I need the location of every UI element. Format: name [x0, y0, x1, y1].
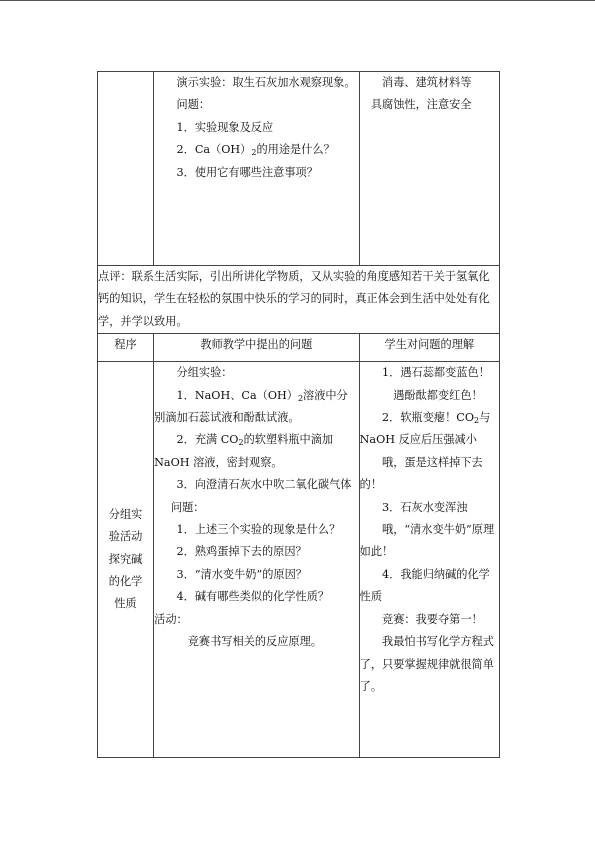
text-line: 消毒、建筑材料等: [382, 76, 472, 89]
text-line: 1．遇石蕊都变蓝色！: [382, 366, 490, 380]
demo-teacher-cell: [154, 72, 360, 266]
header-teacher-questions: 教师教学中提出的问题: [154, 334, 360, 362]
text-line: 4．碱有哪些类似的化学性质？: [176, 590, 330, 604]
text-line: 竞赛书写相关的反应原理。: [187, 635, 322, 649]
text-line: 具腐蚀性，注意安全: [370, 98, 472, 112]
text-line: 哦，蛋是这样掉下去的！: [359, 455, 483, 492]
text-line: 2．熟鸡蛋掉下去的原因？: [176, 545, 307, 559]
text-line: 3．向澄清石灰水中吹二氧化碳气体: [176, 478, 352, 492]
subscript: 2: [474, 416, 480, 426]
comment-row: [98, 266, 500, 334]
header-procedure: 程序: [98, 334, 154, 362]
subscript: 2: [238, 438, 244, 448]
text-line: 2．$Ca(OH)_2$的用途是什么？: [176, 143, 335, 158]
text-line: 1．实验现象及反应: [176, 120, 274, 134]
text-line: 活动：: [154, 612, 188, 626]
demo-experiment-row: [98, 72, 500, 266]
text-line: 遇酚酞都变红色！: [393, 388, 483, 402]
text-line: 我最怕书写化学方程式了，只要掌握规律就很简单了。: [359, 635, 494, 693]
text-line: 竞赛：我要夺第一！: [382, 612, 483, 626]
text-line: 3．使用它有哪些注意事项？: [176, 165, 318, 179]
demo-teacher-lines: [154, 72, 359, 184]
text-line: 演示实验：取生石灰加水观察现象。: [176, 76, 356, 89]
text-line: 问题：: [176, 98, 211, 112]
demo-student-cell: [359, 72, 499, 266]
text-line: 问题：: [170, 500, 205, 514]
subscript: 2: [297, 393, 304, 403]
text-line: 2．软瓶变瘪！$CO_2$与 NaOH 反应后压强减小: [359, 411, 491, 447]
group-student-cell: [359, 362, 499, 758]
text-line: 1．NaOH、$Ca(OH)_2$溶液中分别滴加石蕊试液和酚酞试液。: [154, 388, 348, 425]
empty-stage-cell: [98, 72, 154, 266]
page-top-border: [0, 0, 595, 1]
demo-student-lines: [360, 72, 499, 117]
text-line: 1．上述三个实验的现象是什么？: [176, 523, 341, 537]
stage-cell: [98, 362, 154, 758]
group-experiment-row: [98, 362, 500, 758]
lesson-plan-table: [97, 71, 500, 758]
header-student-understanding: 学生对问题的理解: [359, 334, 499, 362]
group-teacher-lines: [154, 362, 359, 653]
text-line: 分组实验：: [176, 366, 233, 380]
stage-label: 分组实验活动探究碱的化学性质: [108, 507, 143, 611]
subscript: 2: [251, 148, 257, 158]
comment-text: 点评：联系生活实际，引出所讲化学物质，又从实验的角度感知若干关于氢氧化钙的知识，学生在轻松的氛围中快乐的学习的同时，真正体会到生活中处处有化学，并学以致用。: [98, 266, 500, 334]
group-student-lines: [360, 362, 499, 698]
text-line: 2．充满 $CO_2$的软塑料瓶中滴加 NaOH 溶液，密封观察。: [154, 433, 334, 469]
text-line: 哦，“清水变牛奶”原理如此！: [359, 523, 495, 559]
group-teacher-cell: [154, 362, 360, 758]
text-line: 3．“清水变牛奶”的原因？: [176, 567, 307, 581]
header-row: [98, 334, 500, 362]
text-line: 3．石灰水变浑浊: [382, 500, 468, 514]
text-line: 4．我能归纳碱的化学性质: [359, 567, 490, 604]
